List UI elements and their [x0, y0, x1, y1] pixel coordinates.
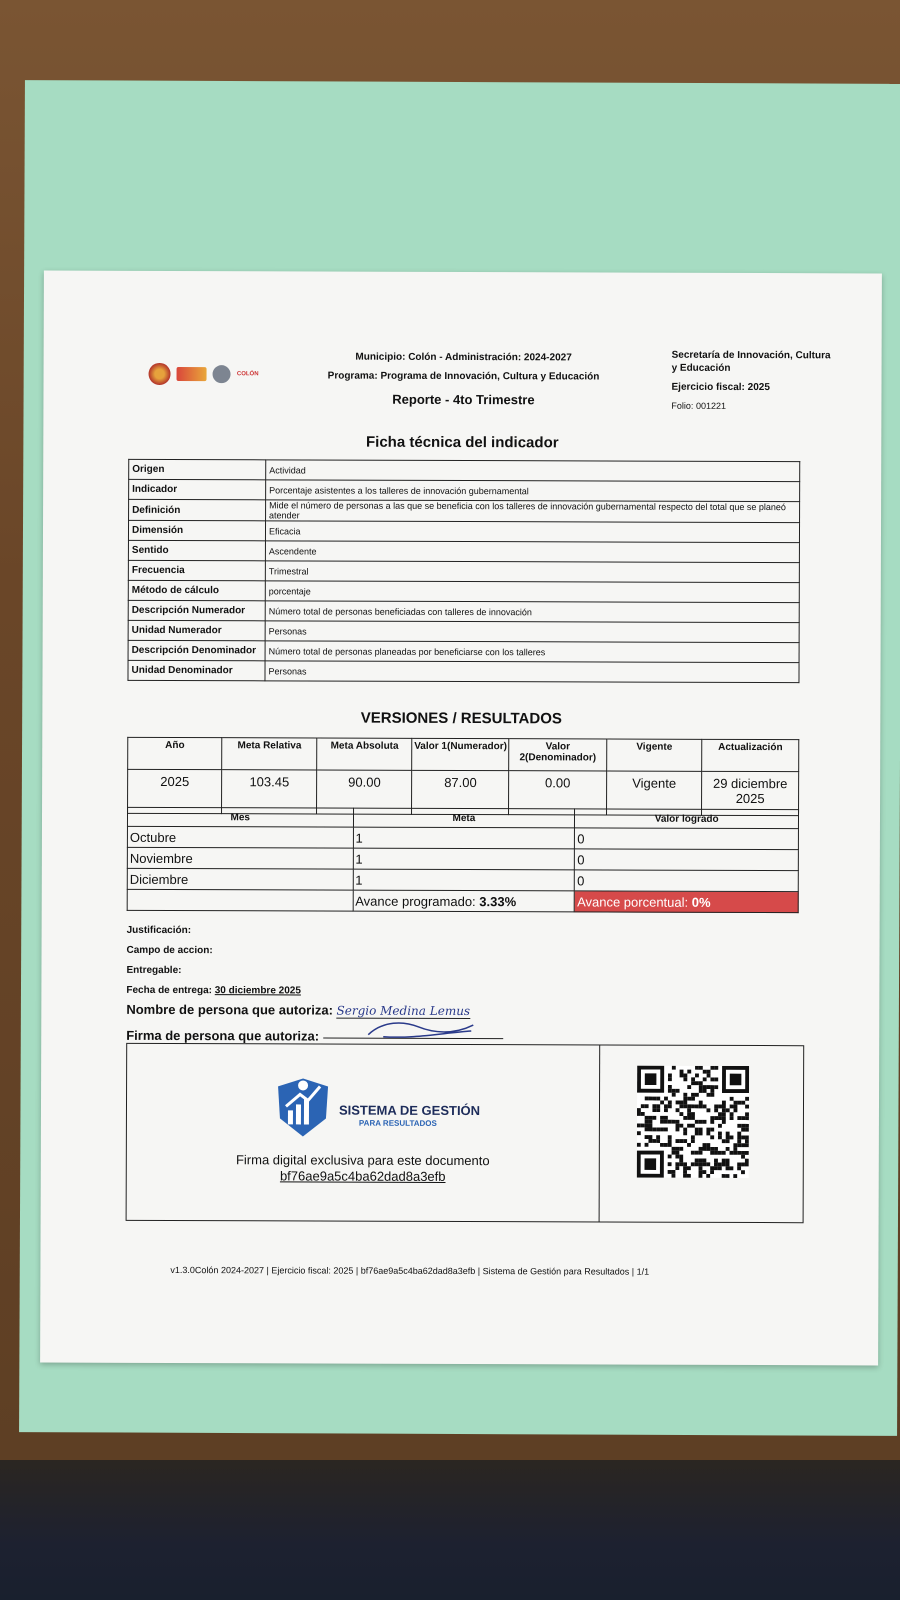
ficha-value: porcentaje [265, 581, 799, 603]
digital-signature-box [126, 1043, 805, 1223]
value-cell: 87.00 [412, 770, 509, 814]
sgr-title: SISTEMA DE GESTIÓN [338, 1102, 481, 1119]
mes-cell: Diciembre [127, 868, 353, 890]
qr-code-icon [637, 1066, 749, 1178]
ficha-value: Personas [265, 661, 799, 683]
avance-programado: Avance programado: 3.33% [353, 890, 575, 912]
table-row [128, 660, 799, 682]
table-row [128, 600, 799, 622]
mes-cell: Octubre [127, 826, 353, 848]
coat-of-arms-icon [213, 365, 231, 383]
meses-header-row [127, 807, 798, 828]
value-cell: Vigente [606, 771, 701, 815]
report-fields [126, 921, 301, 1002]
report-title: Reporte - 4to Trimestre [392, 391, 535, 408]
fecha-entrega: Fecha de entrega: 30 diciembre 2025 [126, 984, 301, 997]
table-row [128, 580, 799, 602]
justificacion-label: Justificación: [126, 924, 192, 937]
signature-line [323, 1024, 503, 1040]
value-cell: 90.00 [317, 770, 412, 814]
valor-header: Valor logrado [575, 809, 799, 829]
report-header [293, 347, 633, 409]
table-row [127, 826, 798, 849]
signature-left-panel [127, 1044, 601, 1222]
value-cell: 0.00 [509, 771, 607, 815]
table-row [128, 620, 799, 642]
header-right [671, 349, 831, 414]
col-header: Meta Relativa [222, 738, 317, 770]
ejercicio-line: Ejercicio fiscal: 2025 [671, 381, 770, 394]
ficha-key: Método de cálculo [128, 580, 265, 600]
col-header: Meta Absoluta [317, 738, 412, 770]
programa-line: Programa: Programa de Innovación, Cultura y Educación [327, 370, 600, 383]
col-header: Vigente [607, 739, 702, 771]
colon-logo-icon [176, 367, 207, 381]
ficha-value: Mide el número de personas a las que se beneficia con los talleres de innovación gubernamental respecto del total que se planeó atender [266, 500, 800, 523]
campo-label: Campo de accion: [126, 944, 213, 957]
meta-header: Meta [353, 808, 575, 828]
ficha-value: Porcentaje asistentes a los talleres de innovación gubernamental [266, 480, 800, 502]
ficha-key: Dimensión [128, 520, 265, 540]
handwritten-signature-icon [363, 1019, 483, 1041]
floor-background [0, 1460, 900, 1600]
colon-label: COLÓN [236, 371, 259, 378]
table-row [129, 479, 800, 501]
sgr-shield-icon [274, 1076, 332, 1138]
ficha-key: Indicador [129, 479, 266, 499]
resultados-table [127, 737, 799, 816]
avance-porcentual: Avance porcentual: 0% [575, 891, 799, 913]
nombre-autoriza: Nombre de persona que autoriza: Sergio Medina Lemus [126, 1001, 471, 1019]
col-header: Actualización [702, 739, 799, 771]
table-row [127, 868, 798, 891]
ficha-table [127, 459, 800, 683]
valor-cell: 0 [575, 828, 799, 850]
mes-cell: Noviembre [127, 847, 353, 869]
handwritten-name: Sergio Medina Lemus [336, 1003, 471, 1019]
col-header: Valor 2(Denominador) [509, 739, 607, 771]
ficha-key: Unidad Numerador [128, 620, 265, 640]
col-header: Año [128, 737, 222, 769]
ficha-key: Unidad Denominador [128, 660, 265, 680]
mes-header: Mes [127, 807, 353, 827]
value-cell: 103.45 [222, 770, 317, 814]
table-row [129, 459, 800, 481]
empty-cell [127, 889, 353, 911]
ficha-value: Ascendente [265, 541, 799, 563]
ficha-key: Descripción Numerador [128, 600, 265, 620]
ficha-key: Descripción Denominador [128, 640, 265, 660]
sgr-subtitle: PARA RESULTADOS [358, 1118, 437, 1128]
table-row [128, 640, 799, 662]
table-row [127, 847, 798, 870]
firma-digital-text: Firma digital exclusiva para este documento [235, 1152, 490, 1169]
ficha-key: Frecuencia [128, 560, 265, 580]
report-page [40, 271, 882, 1366]
municipal-logos [149, 361, 259, 387]
ficha-value: Número total de personas planeadas por beneficiarse con los talleres [265, 641, 799, 663]
folio-line: Folio: 001221 [671, 400, 727, 411]
resultados-title: VERSIONES / RESULTADOS [360, 709, 562, 728]
municipio-line: Municipio: Colón - Administración: 2024-2027 [355, 351, 572, 364]
page-footer: v1.3.0Colón 2024-2027 | Ejercicio fiscal: 2025 | bf76ae9a5c4ba62dad8a3efb | Sistema de Gestión para Resultados | 1/1 [170, 1264, 650, 1277]
resultados-header-row [128, 737, 799, 771]
municipal-seal-icon [149, 363, 171, 385]
meses-table [127, 807, 799, 913]
table-row [129, 499, 800, 522]
ficha-value: Trimestral [265, 561, 799, 583]
ficha-value: Personas [265, 621, 799, 643]
value-cell: 29 diciembre 2025 [702, 771, 799, 815]
firma-digital-hash[interactable]: bf76ae9a5c4ba62dad8a3efb [279, 1168, 446, 1184]
meta-cell: 1 [353, 869, 575, 891]
table-row [128, 520, 799, 542]
ficha-key: Definición [129, 499, 266, 520]
ficha-value: Eficacia [265, 521, 799, 543]
table-row [128, 560, 799, 582]
firma-autoriza: Firma de persona que autoriza: [126, 1023, 503, 1050]
ficha-key: Sentido [128, 540, 265, 560]
valor-cell: 0 [575, 849, 799, 871]
entregable-label: Entregable: [126, 964, 182, 977]
ficha-key: Origen [129, 459, 266, 479]
value-cell: 2025 [128, 769, 222, 813]
col-header: Valor 1(Numerador) [412, 738, 509, 770]
meta-cell: 1 [353, 827, 575, 849]
ficha-value: Número total de personas beneficiadas con talleres de innovación [265, 601, 799, 623]
ficha-value: Actividad [266, 460, 800, 482]
valor-cell: 0 [575, 870, 799, 892]
secretaria-line: Secretaría de Innovación, Cultura y Educación [671, 349, 831, 374]
ficha-title: Ficha técnica del indicador [366, 433, 559, 452]
meta-cell: 1 [353, 848, 575, 870]
avance-row [127, 889, 798, 912]
table-row [128, 540, 799, 562]
